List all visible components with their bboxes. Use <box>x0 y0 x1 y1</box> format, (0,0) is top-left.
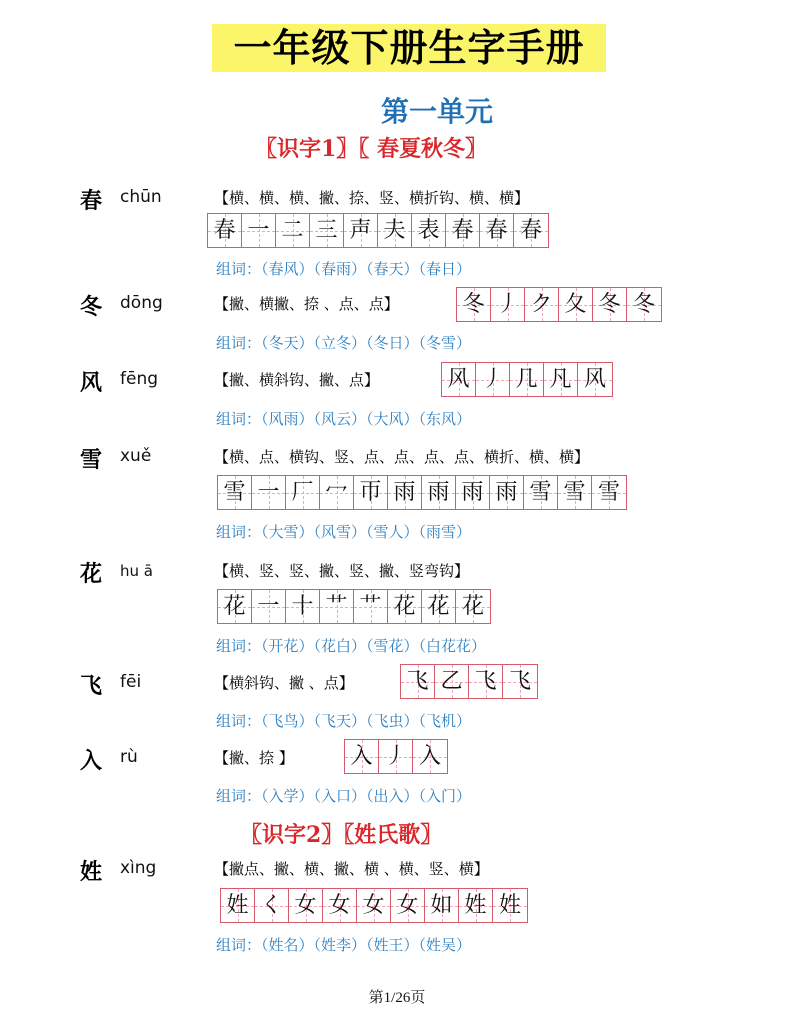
grid-cell <box>276 214 310 247</box>
grid-cell <box>592 476 626 509</box>
grid-char: く <box>260 893 283 918</box>
entry-pinyin: chūn <box>120 187 162 207</box>
grid-char: 艹 <box>325 594 348 619</box>
grid-cell <box>286 476 320 509</box>
grid-char: 飞 <box>406 669 429 694</box>
grid-char: 几 <box>515 367 538 392</box>
grid-char: 雨 <box>495 480 518 505</box>
grid-cell <box>252 590 286 623</box>
grid-char: 雨 <box>427 480 450 505</box>
entry-pinyin: fēng <box>120 369 159 389</box>
entry-char: 姓 <box>80 860 103 885</box>
word-examples: 组词：（冬天）（立冬）（冬日）（冬雪） <box>216 334 472 352</box>
grid-char: 风 <box>583 367 606 392</box>
grid-char: 冬 <box>632 292 655 317</box>
grid-cell <box>255 889 289 922</box>
grid-char: 入 <box>418 744 441 769</box>
word-examples: 组词：（开花）（花白）（雪花）（白花花） <box>216 637 487 655</box>
stroke-grid <box>217 475 627 510</box>
stroke-grid <box>456 287 662 322</box>
word-examples: 组词：（大雪）（风雪）（雪人）（雨雪） <box>216 523 472 541</box>
grid-char: 声 <box>349 218 372 243</box>
grid-char: 女 <box>328 893 351 918</box>
grid-cell <box>357 889 391 922</box>
grid-char: 姓 <box>464 893 487 918</box>
grid-cell <box>422 590 456 623</box>
word-examples: 组词：（飞鸟）（飞天）（飞虫）（飞机） <box>216 712 472 730</box>
grid-cell <box>391 889 425 922</box>
stroke-order: 【横、横、横、撇、捺、竖、横折钩、横、横】 <box>214 189 530 207</box>
grid-char: 雨 <box>461 480 484 505</box>
grid-cell <box>442 363 476 396</box>
grid-char: 飞 <box>508 669 531 694</box>
entry-char: 风 <box>80 371 103 396</box>
grid-cell <box>491 288 525 321</box>
grid-char: 艹 <box>359 594 382 619</box>
entry-pinyin: dōng <box>120 293 163 313</box>
entry-pinyin: xuě <box>120 446 152 466</box>
grid-cell <box>401 665 435 698</box>
grid-char: 春 <box>213 218 236 243</box>
grid-char: 花 <box>461 594 484 619</box>
grid-char: 丿 <box>384 744 407 769</box>
page-number: 第1/26页 <box>368 990 426 1006</box>
grid-cell <box>221 889 255 922</box>
grid-char: 二 <box>281 218 304 243</box>
grid-cell <box>578 363 612 396</box>
word-examples: 组词：（入学）（入口）（出入）（入门） <box>216 787 472 805</box>
grid-char: 三 <box>315 218 338 243</box>
grid-char: 帀 <box>359 480 382 505</box>
grid-char: 凡 <box>549 367 572 392</box>
grid-cell <box>469 665 503 698</box>
word-examples: 组词：（春风）（春雨）（春天）（春日） <box>216 260 472 278</box>
grid-cell <box>627 288 661 321</box>
grid-char: 冬 <box>462 292 485 317</box>
stroke-order: 【撇、横斜钩、撇、点】 <box>214 371 380 389</box>
grid-cell <box>446 214 480 247</box>
grid-cell <box>388 590 422 623</box>
stroke-order: 【撇点、撇、横、撇、横 、横、竖、横】 <box>214 860 489 878</box>
grid-cell <box>218 590 252 623</box>
grid-char: 女 <box>362 893 385 918</box>
grid-cell <box>456 476 490 509</box>
word-examples: 组词：（姓名）（姓李）（姓王）（姓吴） <box>216 936 472 954</box>
grid-char: 春 <box>451 218 474 243</box>
grid-char: 雪 <box>529 480 552 505</box>
grid-cell <box>510 363 544 396</box>
grid-cell <box>252 476 286 509</box>
grid-char: 丿 <box>481 367 504 392</box>
grid-char: 雪 <box>223 480 246 505</box>
grid-cell <box>289 889 323 922</box>
grid-cell <box>558 476 592 509</box>
stroke-order: 【撇、横撇、捺 、点、点】 <box>214 295 399 313</box>
grid-cell <box>413 740 447 773</box>
grid-cell <box>493 889 527 922</box>
grid-cell <box>503 665 537 698</box>
stroke-grid <box>217 589 491 624</box>
grid-char: 女 <box>396 893 419 918</box>
grid-cell <box>476 363 510 396</box>
grid-char: 飞 <box>474 669 497 694</box>
grid-cell <box>425 889 459 922</box>
grid-cell <box>218 476 252 509</box>
lesson-heading-1: 〖识字1〗〖 春夏秋冬〗 <box>255 136 487 162</box>
grid-cell <box>388 476 422 509</box>
grid-cell <box>593 288 627 321</box>
grid-cell <box>412 214 446 247</box>
entry-char: 飞 <box>80 674 103 699</box>
grid-cell <box>422 476 456 509</box>
grid-char: 雨 <box>393 480 416 505</box>
grid-char: 一 <box>257 594 280 619</box>
grid-cell <box>456 590 490 623</box>
stroke-order: 【撇、捺 】 <box>214 749 294 767</box>
grid-char: 春 <box>519 218 542 243</box>
grid-char: 入 <box>350 744 373 769</box>
stroke-order: 【横、点、横钩、竖、点、点、点、点、横折、横、横】 <box>214 448 590 466</box>
grid-char: 厂 <box>291 480 314 505</box>
grid-char: 雪 <box>563 480 586 505</box>
grid-char: 花 <box>223 594 246 619</box>
entry-char: 雪 <box>80 448 103 473</box>
grid-char: 一 <box>247 218 270 243</box>
grid-char: 夫 <box>383 218 406 243</box>
grid-cell <box>286 590 320 623</box>
stroke-order: 【横斜钩、撇 、点】 <box>214 674 354 692</box>
grid-cell <box>354 476 388 509</box>
grid-cell <box>544 363 578 396</box>
grid-cell <box>459 889 493 922</box>
grid-cell <box>457 288 491 321</box>
grid-cell <box>490 476 524 509</box>
entry-pinyin: xìng <box>120 858 157 878</box>
grid-char: 花 <box>393 594 416 619</box>
grid-cell <box>345 740 379 773</box>
entry-pinyin: fēi <box>120 672 142 692</box>
grid-char: 冖 <box>325 480 348 505</box>
stroke-grid <box>344 739 448 774</box>
grid-char: 一 <box>257 480 280 505</box>
page-title: 一年级下册生字手册 <box>212 24 606 72</box>
stroke-order: 【横、竖、竖、撇、竖、撇、竖弯钩】 <box>214 562 470 580</box>
grid-char: 花 <box>427 594 450 619</box>
grid-cell <box>524 476 558 509</box>
grid-cell <box>310 214 344 247</box>
grid-cell <box>354 590 388 623</box>
grid-cell <box>208 214 242 247</box>
entry-pinyin: hu ā <box>120 562 153 580</box>
grid-cell <box>378 214 412 247</box>
unit-heading: 第一单元 <box>380 95 493 128</box>
grid-char: 春 <box>485 218 508 243</box>
grid-char: 风 <box>447 367 470 392</box>
grid-cell <box>320 476 354 509</box>
grid-char: 十 <box>291 594 314 619</box>
grid-cell <box>379 740 413 773</box>
entry-char: 花 <box>80 562 103 587</box>
grid-char: 丿 <box>496 292 519 317</box>
grid-char: 女 <box>294 893 317 918</box>
word-examples: 组词：（风雨）（风云）（大风）（东风） <box>216 410 472 428</box>
grid-cell <box>480 214 514 247</box>
stroke-grid <box>400 664 538 699</box>
grid-char: 表 <box>417 218 440 243</box>
grid-char: ク <box>530 292 553 317</box>
grid-cell <box>344 214 378 247</box>
entry-pinyin: rù <box>120 747 138 767</box>
grid-cell <box>514 214 548 247</box>
stroke-grid <box>207 213 549 248</box>
grid-char: 夂 <box>564 292 587 317</box>
stroke-grid <box>441 362 613 397</box>
grid-char: 乙 <box>440 669 463 694</box>
grid-char: 雪 <box>597 480 620 505</box>
entry-char: 入 <box>80 749 103 774</box>
entry-char: 冬 <box>80 295 103 320</box>
entry-char: 春 <box>80 189 103 214</box>
grid-cell <box>242 214 276 247</box>
grid-cell <box>435 665 469 698</box>
grid-char: 姓 <box>226 893 249 918</box>
grid-char: 冬 <box>598 292 621 317</box>
stroke-grid <box>220 888 528 923</box>
grid-cell <box>320 590 354 623</box>
grid-cell <box>559 288 593 321</box>
grid-char: 姓 <box>498 893 521 918</box>
lesson-heading-2: 〖识字2〗〖姓氏歌〗 <box>240 822 443 848</box>
grid-char: 如 <box>430 893 453 918</box>
grid-cell <box>525 288 559 321</box>
grid-cell <box>323 889 357 922</box>
